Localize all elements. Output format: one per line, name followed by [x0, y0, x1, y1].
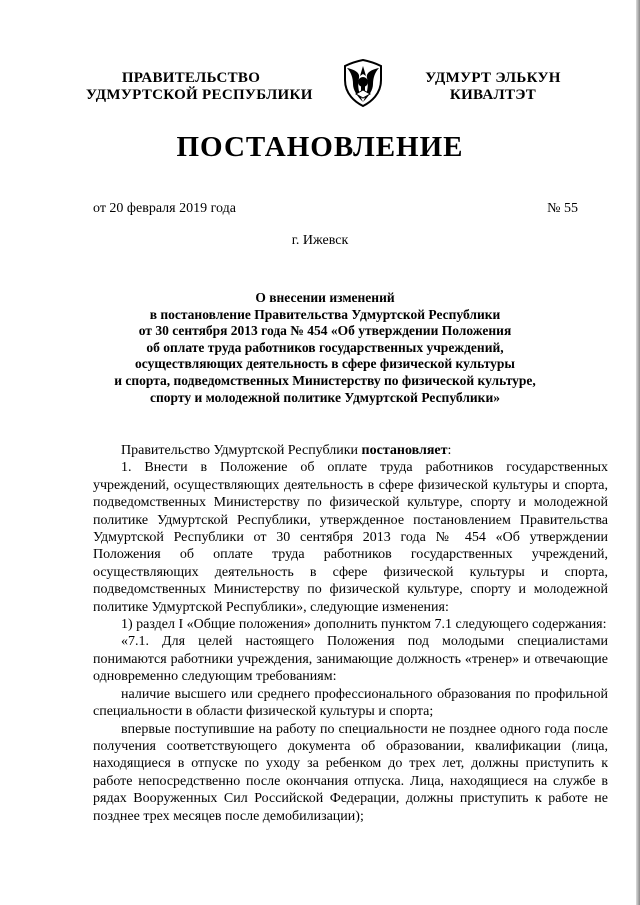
document-city: г. Ижевск — [291, 233, 349, 248]
header-government-udm — [418, 70, 568, 104]
title-line: в постановление Правительства Удмуртской Республики — [149, 306, 501, 322]
header-right-line1: УДМУРТ ЭЛЬКУН — [425, 70, 561, 86]
title-line: осуществляющих деятельность в сфере физической культуры — [135, 356, 515, 372]
intro-verb: постановляет — [361, 443, 448, 458]
paragraph-2: 1) раздел I «Общие положения» дополнить пунктом 7.1 следующего содержания: — [121, 617, 607, 633]
title-line: об оплате труда работников государственных учреждений, — [146, 339, 504, 355]
document-number: № 55 — [547, 201, 578, 216]
paragraph-4: наличие высшего или среднего профессионального образования по профильной специальности в области физической культуры и спорта; — [93, 686, 608, 720]
udmurt-coat-of-arms-icon — [339, 58, 387, 108]
paragraph-1: 1. Внести в Положение об оплате труда работников государственных учреждений, осуществляющих деятельность в сфере физической культуры и спорта, подведомственных Министерству по физической культуре, спорту и молодежной политике Удмуртской Республики, утвержденное постановлением Правительства Удмуртской Республики от 30 сентября 2013 года № 454 «Об утверждении Положения об оплате труда работников государственных учреждений, осуществляющих деятельность в сфере физической культуры и спорта, подведомственных Министерству по физической культуре, спорту и молодежной политике Удмуртской Республики», следующие изменения: — [93, 460, 608, 615]
title-line: О внесении изменений — [255, 290, 395, 305]
title-line: и спорта, подведомственных Министерству по физической культуре, — [114, 372, 536, 388]
intro-colon: : — [447, 443, 452, 458]
header-left-line2: УДМУРТСКОЙ РЕСПУБЛИКИ — [86, 87, 313, 103]
document-title — [60, 290, 590, 406]
intro-text: Правительство Удмуртской Республики — [121, 443, 362, 458]
title-line: спорту и молодежной политике Удмуртской Республики» — [150, 389, 500, 405]
paragraph-3: «7.1. Для целей настоящего Положения под молодыми специалистами понимаются работники учреждения, занимающие должность «тренер» и отвечающие одновременно следующим требованиям: — [93, 634, 608, 685]
title-line: от 30 сентября 2013 года № 454 «Об утверждении Положения — [138, 323, 512, 339]
document-date: от 20 февраля 2019 года — [93, 201, 236, 216]
intro-paragraph — [93, 442, 608, 459]
scan-edge — [636, 0, 640, 905]
document-body — [93, 442, 608, 825]
document-type-heading: ПОСТАНОВЛЕНИЕ — [176, 131, 464, 163]
paragraph-5: впервые поступившие на работу по специальности не позднее одного года после получения соответствующего документа об образовании, квалификации (лица, находящиеся в отпуске по уходу за ребенком до трех лет, должны приступить к работе непосредственно после окончания отпуска. Лица, находящиеся на службе в рядах Вооруженных Сил Российской Федерации, должны приступить к работе не позднее трех месяцев после демобилизации); — [93, 721, 608, 824]
header-right-line2: КИВАЛТЭТ — [449, 87, 537, 103]
header-government-ru — [86, 70, 313, 104]
header-left-line1: ПРАВИТЕЛЬСТВО — [121, 70, 261, 86]
